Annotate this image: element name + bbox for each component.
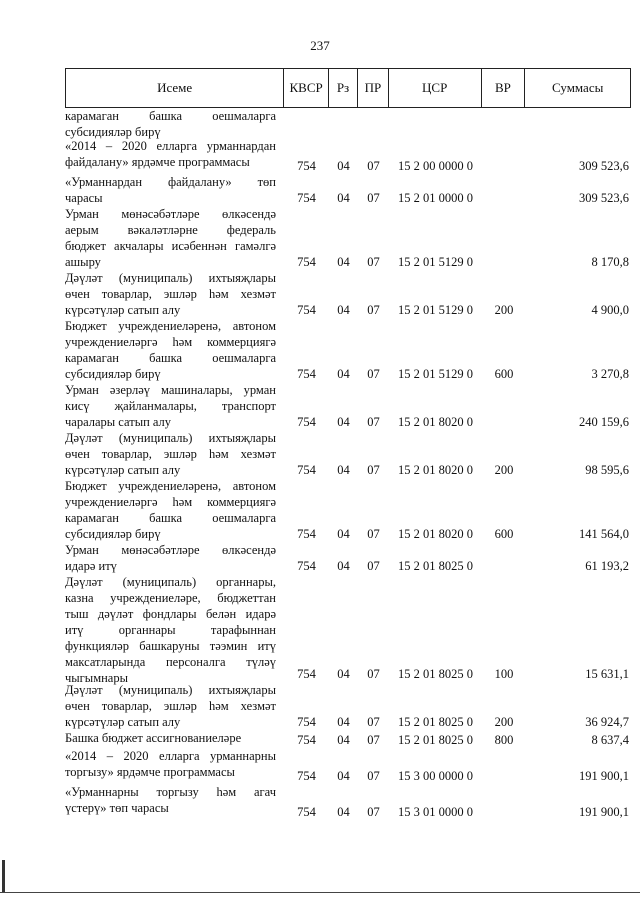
row-pr: 07 — [367, 667, 380, 681]
row-name — [65, 730, 284, 748]
row-kvsr: 754 — [297, 559, 316, 573]
row-name-line: «Урманнардан файдалану» төп — [65, 175, 276, 189]
header-csr: ЦСР — [389, 69, 482, 107]
row-sum — [526, 108, 631, 138]
row-kvsr: 754 — [297, 733, 316, 747]
row-name-line: максатларында персоналга түләү — [65, 655, 276, 669]
row-pr: 07 — [367, 715, 380, 729]
row-name-line: Бюджет учреждениеләренә, автоном — [65, 319, 276, 333]
row-vr — [482, 748, 526, 784]
row-csr: 15 2 01 8020 0 — [398, 415, 473, 429]
row-name-line: учреждениеләргә һәм коммерциягә — [65, 335, 276, 349]
row-rz: 04 — [337, 769, 350, 783]
header-rz: Рз — [329, 69, 358, 107]
table-row — [65, 478, 631, 542]
table-row — [65, 108, 631, 138]
row-name — [65, 748, 284, 784]
row-csr: 15 2 01 8025 0 — [398, 733, 473, 747]
table-row — [65, 382, 631, 430]
row-vr: 800 — [494, 733, 514, 747]
row-pr: 07 — [367, 191, 380, 205]
row-name-line: идарә итү — [65, 559, 117, 573]
row-pr: 07 — [367, 527, 380, 541]
row-name-line: бюджет акчалары исәбеннән гамәлгә — [65, 239, 276, 253]
row-pr: 07 — [367, 415, 380, 429]
row-kvsr: 754 — [297, 303, 316, 317]
row-name-line: аерым вәкаләтләрне федераль — [65, 223, 276, 237]
row-name-line: «Урманнарны торгызу һәм агач — [65, 785, 276, 799]
table-row — [65, 430, 631, 478]
row-name — [65, 270, 284, 318]
scan-edge-mark — [2, 860, 5, 892]
row-name-line: Дәүләт (муниципаль) ихтыяҗлары — [65, 683, 276, 697]
table-row — [65, 784, 631, 820]
table-body — [65, 108, 631, 820]
row-name-line: Дәүләт (муниципаль) ихтыяҗлары — [65, 431, 276, 445]
row-name — [65, 682, 284, 730]
header-kvsr: КВСР — [284, 69, 329, 107]
row-kvsr: 754 — [297, 769, 316, 783]
row-sum: 98 595,6 — [585, 463, 629, 477]
row-name-line: учреждениеләргә һәм коммерциягә — [65, 495, 276, 509]
row-sum: 15 631,1 — [585, 667, 629, 681]
row-name-line: итү органнары тарафыннан — [65, 623, 276, 637]
row-sum: 191 900,1 — [579, 805, 629, 819]
row-pr: 07 — [367, 255, 380, 269]
row-name-line: «2014 – 2020 елларга урманнардан — [65, 139, 276, 153]
row-name-line: «2014 – 2020 елларга урманнарны — [65, 749, 276, 763]
row-pr: 07 — [367, 463, 380, 477]
row-vr: 100 — [494, 667, 514, 681]
table-row — [65, 730, 631, 748]
row-name-line: субсидияләр бирү — [65, 125, 161, 139]
row-rz: 04 — [337, 463, 350, 477]
header-pr: ПР — [358, 69, 389, 107]
row-kvsr: 754 — [297, 367, 316, 381]
row-name-line: Бюджет учреждениеләренә, автоном — [65, 479, 276, 493]
row-vr: 600 — [494, 367, 514, 381]
row-name-line: Дәүләт (муниципаль) органнары, — [65, 575, 276, 589]
row-pr — [358, 108, 389, 138]
row-name-line: Урман мөнәсәбәтләре өлкәсендә — [65, 543, 276, 557]
row-name-line: чыгымнары — [65, 671, 129, 685]
row-pr: 07 — [367, 159, 380, 173]
row-vr — [482, 138, 526, 174]
row-name-line: файдалану» ярдәмче программасы — [65, 155, 250, 169]
table-row — [65, 748, 631, 784]
row-sum: 61 193,2 — [585, 559, 629, 573]
row-rz: 04 — [337, 667, 350, 681]
row-name — [65, 430, 284, 478]
row-vr — [482, 206, 526, 270]
row-name-line: өчен товарлар, эшләр һәм хезмәт — [65, 699, 276, 713]
row-rz: 04 — [337, 191, 350, 205]
row-vr: 200 — [494, 463, 514, 477]
page-number: 237 — [310, 38, 330, 53]
row-name — [65, 108, 284, 138]
row-csr: 15 2 01 8025 0 — [398, 667, 473, 681]
table-row — [65, 174, 631, 206]
row-name — [65, 478, 284, 542]
row-kvsr: 754 — [297, 463, 316, 477]
row-rz: 04 — [337, 303, 350, 317]
row-sum: 309 523,6 — [579, 159, 629, 173]
row-vr: 600 — [494, 527, 514, 541]
row-vr: 200 — [494, 303, 514, 317]
table-row — [65, 206, 631, 270]
row-name-line: карамаган башка оешмаларга — [65, 511, 276, 525]
row-csr: 15 3 00 0000 0 — [398, 769, 473, 783]
row-pr: 07 — [367, 805, 380, 819]
row-name-line: карамаган башка оешмаларга — [65, 109, 276, 123]
header-vr: ВР — [482, 69, 526, 107]
row-name-line: субсидияләр бирү — [65, 527, 161, 541]
row-sum: 191 900,1 — [579, 769, 629, 783]
row-kvsr: 754 — [297, 527, 316, 541]
table-row — [65, 138, 631, 174]
row-kvsr: 754 — [297, 715, 316, 729]
row-csr: 15 2 01 8020 0 — [398, 463, 473, 477]
row-name — [65, 206, 284, 270]
row-name — [65, 574, 284, 685]
row-name-line: үстерү» төп чарасы — [65, 801, 169, 815]
row-pr: 07 — [367, 559, 380, 573]
row-csr: 15 2 01 8025 0 — [398, 715, 473, 729]
row-name-line: Дәүләт (муниципаль) ихтыяҗлары — [65, 271, 276, 285]
row-name-line: Башка бюджет ассигнованиеләре — [65, 731, 242, 745]
row-csr: 15 2 01 5129 0 — [398, 303, 473, 317]
row-vr: 200 — [494, 715, 514, 729]
row-rz: 04 — [337, 367, 350, 381]
row-kvsr: 754 — [297, 255, 316, 269]
row-rz: 04 — [337, 559, 350, 573]
row-csr: 15 2 01 0000 0 — [398, 191, 473, 205]
row-vr — [482, 174, 526, 206]
row-csr: 15 3 01 0000 0 — [398, 805, 473, 819]
row-csr: 15 2 01 5129 0 — [398, 255, 473, 269]
row-sum: 3 270,8 — [591, 367, 629, 381]
row-rz: 04 — [337, 159, 350, 173]
row-name-line: ашыру — [65, 255, 101, 269]
row-kvsr: 754 — [297, 191, 316, 205]
row-vr — [482, 542, 526, 574]
row-name — [65, 382, 284, 430]
row-pr: 07 — [367, 769, 380, 783]
row-sum: 141 564,0 — [579, 527, 629, 541]
row-name — [65, 318, 284, 382]
table-row — [65, 270, 631, 318]
row-name — [65, 174, 284, 206]
row-kvsr — [284, 108, 329, 138]
row-name — [65, 784, 284, 820]
row-csr — [389, 108, 482, 138]
row-name-line: кисү җайланмалары, транспорт — [65, 399, 276, 413]
row-pr: 07 — [367, 303, 380, 317]
row-name-line: өчен товарлар, эшләр һәм хезмәт — [65, 447, 276, 461]
row-kvsr: 754 — [297, 159, 316, 173]
row-name-line: субсидияләр бирү — [65, 367, 161, 381]
row-pr: 07 — [367, 367, 380, 381]
table-header — [65, 68, 631, 108]
row-name-line: күрсәтүләр сатып алу — [65, 463, 181, 477]
row-csr: 15 2 01 8025 0 — [398, 559, 473, 573]
row-name-line: тыш дәүләт фондлары белән идарә — [65, 607, 276, 621]
row-kvsr: 754 — [297, 415, 316, 429]
row-kvsr: 754 — [297, 667, 316, 681]
row-name-line: Урман әзерләү машиналары, урман — [65, 383, 276, 397]
row-sum: 309 523,6 — [579, 191, 629, 205]
row-vr — [482, 382, 526, 430]
row-rz: 04 — [337, 805, 350, 819]
row-csr: 15 2 01 5129 0 — [398, 367, 473, 381]
row-name-line: өчен товарлар, эшләр һәм хезмәт — [65, 287, 276, 301]
row-name-line: күрсәтүләр сатып алу — [65, 715, 181, 729]
row-vr — [482, 108, 526, 138]
row-name — [65, 542, 284, 574]
row-pr: 07 — [367, 733, 380, 747]
row-name-line: чаралары сатып алу — [65, 415, 172, 429]
row-rz: 04 — [337, 527, 350, 541]
header-name: Исеме — [66, 69, 284, 107]
row-sum: 8 637,4 — [591, 733, 629, 747]
row-name — [65, 138, 284, 174]
row-name-line: күрсәтүләр сатып алу — [65, 303, 181, 317]
row-rz — [329, 108, 358, 138]
row-rz: 04 — [337, 733, 350, 747]
row-name-line: торгызу» ярдәмче программасы — [65, 765, 235, 779]
row-sum: 8 170,8 — [591, 255, 629, 269]
header-sum: Суммасы — [552, 80, 604, 95]
row-rz: 04 — [337, 715, 350, 729]
table-row — [65, 574, 631, 685]
row-name-line: казна учреждениеләре, бюджеттан — [65, 591, 276, 605]
row-sum: 36 924,7 — [585, 715, 629, 729]
row-name-line: карамаган башка оешмаларга — [65, 351, 276, 365]
budget-table — [65, 68, 631, 820]
bottom-rule — [0, 892, 640, 893]
row-name-line: чарасы — [65, 191, 103, 205]
row-vr — [482, 784, 526, 820]
row-sum: 4 900,0 — [591, 303, 629, 317]
table-row — [65, 542, 631, 574]
row-csr: 15 2 00 0000 0 — [398, 159, 473, 173]
table-row — [65, 682, 631, 730]
row-sum: 240 159,6 — [579, 415, 629, 429]
row-csr: 15 2 01 8020 0 — [398, 527, 473, 541]
row-rz: 04 — [337, 415, 350, 429]
row-kvsr: 754 — [297, 805, 316, 819]
row-name-line: функцияләр башкаруны тәэмин итү — [65, 639, 276, 653]
row-rz: 04 — [337, 255, 350, 269]
table-row — [65, 318, 631, 382]
row-name-line: Урман мөнәсәбәтләре өлкәсендә — [65, 207, 276, 221]
